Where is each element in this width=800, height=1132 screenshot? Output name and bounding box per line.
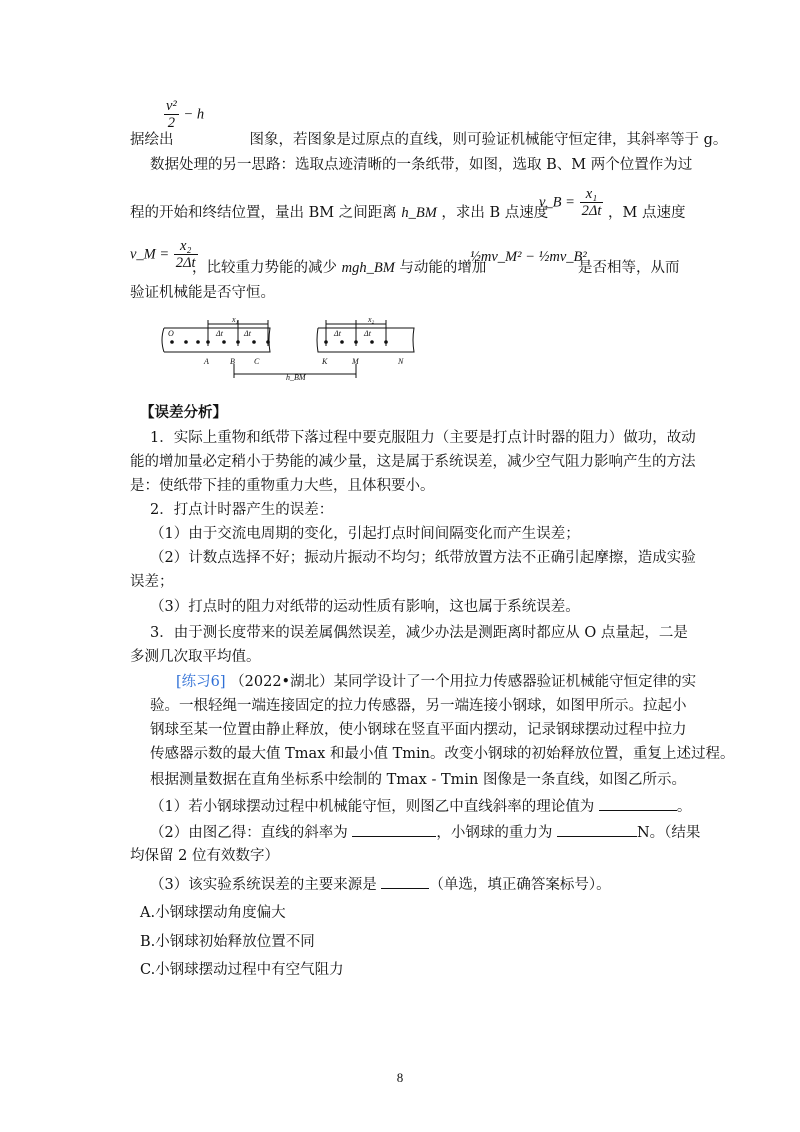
para2-line2-a: 程的开始和终结位置，量出 BM 之间距离 <box>130 205 397 221</box>
vm-lhs: v_M = <box>130 246 170 263</box>
para2-line3-b: 与动能的增加 <box>399 260 487 276</box>
q1-text: （1）若小钢球摆动过程中机械能守恒，则图乙中直线斜率的理论值为 <box>150 799 595 815</box>
label-A: A <box>204 357 209 366</box>
label-B: B <box>230 357 235 366</box>
para1-text: 图象，若图象是过原点的直线，则可验证机械能守恒定律，其斜率等于 g。 <box>249 132 728 148</box>
q3-answer-blank[interactable] <box>381 874 429 889</box>
tape-dot <box>222 340 226 344</box>
q2-text-c: N。（结果 <box>636 825 701 841</box>
ea-p1-line2: 能的增加量必定稍小于势能的减少量，这是属于系统误差，减少空气阻力影响产生的方法 <box>130 454 696 470</box>
label-M: M <box>352 357 359 366</box>
fraction-v2-over-2 <box>130 98 204 131</box>
para1-line <box>130 130 727 150</box>
minus-h: − h <box>183 106 205 123</box>
tape-dot <box>184 340 188 344</box>
q3-text-b: （单选，填正确答案标号）。 <box>429 877 611 893</box>
ea-p2-1: （1）由于交流电周期的变化，引起打点时间间隔变化而产生误差； <box>150 526 580 542</box>
option-A: A.小钢球摆动角度偏大 <box>140 905 286 921</box>
ea-p2: 2．打点计时器产生的误差： <box>150 502 334 518</box>
option-C: C.小钢球摆动过程中有空气阻力 <box>140 962 344 978</box>
label-C: C <box>254 357 260 366</box>
question-2 <box>150 822 700 843</box>
para1-prefix: 据绘出 <box>130 132 174 148</box>
label-dt-2: Δt <box>244 329 251 338</box>
tape-dot <box>252 340 256 344</box>
label-hbm: h_BM <box>286 373 306 382</box>
exercise-l1: （2022•湖北）某同学设计了一个用拉力传感器验证机械能守恒定律的实 <box>230 674 697 690</box>
label-O: O <box>168 329 174 338</box>
tape-dot <box>170 340 174 344</box>
ea-p1-line1: 1．实际上重物和纸带下落过程中要克服阻力（主要是打点计时器的阻力）做功，故动 <box>150 430 696 446</box>
q3-text-a: （3）该实验系统误差的主要来源是 <box>150 877 377 893</box>
vb-numerator: x₁ <box>580 186 604 203</box>
tape-dot <box>266 340 270 344</box>
question-3 <box>150 874 611 895</box>
ea-p3-line2: 多测几次取平均值。 <box>130 649 261 665</box>
option-B: B.小钢球初始释放位置不同 <box>140 934 315 950</box>
ea-p2-3: （3）打点时的阻力对纸带的运动性质有影响，这也属于系统误差。 <box>150 599 580 615</box>
tape-dot <box>206 340 210 344</box>
para2-line3 <box>192 258 486 278</box>
ea-p2-2-line1: （2）计数点选择不好；振动片振动不均匀；纸带放置方法不正确引起摩擦，造成实验 <box>150 550 696 566</box>
label-x2: x₂ <box>368 315 375 324</box>
vb-formula <box>539 186 603 219</box>
tape-dot <box>196 340 200 344</box>
error-analysis-heading: 【误差分析】 <box>140 404 227 421</box>
frac-denominator: 2 <box>167 115 176 131</box>
label-x1: x₁ <box>232 315 239 324</box>
exercise-line5: 根据测量数据在直角坐标系中绘制的 Tmax - Tmin 图像是一条直线，如图乙所示。 <box>150 772 686 788</box>
q2-gravity-blank[interactable] <box>557 822 637 837</box>
label-K: K <box>322 357 328 366</box>
tape-dot <box>354 340 358 344</box>
para2-line3-a: ，比较重力势能的减少 <box>192 260 337 276</box>
mgh-symbol: mgh_BM <box>341 260 395 276</box>
para2-line4: 验证机械能是否守恒。 <box>130 285 275 301</box>
label-dt-4: Δt <box>364 329 371 338</box>
exercise-line1 <box>176 672 696 692</box>
question-2-line2: 均保留 2 位有效数字） <box>130 848 279 864</box>
para2-line2-b: ，求出 B 点速度 <box>441 205 549 221</box>
para2-line1: 数据处理的另一思路：选取点迹清晰的一条纸带，如图，选取 B、M 两个位置作为过 <box>150 157 693 173</box>
label-N: N <box>398 357 404 366</box>
vb-lhs: v_B = <box>539 194 575 211</box>
page-number: 8 <box>396 1070 404 1085</box>
frac-numerator: v² <box>166 98 177 114</box>
label-dt-1: Δt <box>216 329 223 338</box>
ea-p2-2-line2: 误差； <box>130 574 174 590</box>
q1-answer-blank[interactable] <box>599 796 677 811</box>
tape-dot <box>384 340 388 344</box>
question-1 <box>150 796 691 817</box>
label-dt-3: Δt <box>334 329 341 338</box>
vm-numerator: x₂ <box>174 238 198 255</box>
vm-denominator: 2Δt <box>175 255 196 271</box>
tape-dot <box>324 340 328 344</box>
vm-formula <box>130 238 198 271</box>
q2-text-a: （2）由图乙得：直线的斜率为 <box>150 825 348 841</box>
tape-dot <box>236 340 240 344</box>
paper-tape-diagram <box>158 312 430 384</box>
q2-text-b: ，小钢球的重力为 <box>436 825 553 841</box>
para2-line2 <box>130 203 548 223</box>
q1-end: 。 <box>676 799 692 815</box>
ea-p3-line1: 3．由于测长度带来的误差属偶然误差，减少办法是测距离时都应从 O 点量起，二是 <box>150 625 688 641</box>
exercise-tag: [练习6] <box>176 674 226 690</box>
q2-slope-blank[interactable] <box>352 822 436 837</box>
exercise-line4: 传感器示数的最大值 Tmax 和最小值 Tmin。改变小钢球的初始释放位置，重复上述过程。 <box>150 746 735 762</box>
para2-line3-c: 是否相等，从而 <box>578 260 680 276</box>
exercise-line2: 验。一根轻绳一端连接固定的拉力传感器，另一端连接小钢球，如图甲所示。拉起小 <box>150 698 687 714</box>
h-bm-symbol: h_BM <box>401 205 437 221</box>
exercise-line3: 钢球至某一位置由静止释放，使小钢球在竖直平面内摆动，记录钢球摆动过程中拉力 <box>150 722 687 738</box>
para2-line2-c: ，M 点速度 <box>608 205 686 221</box>
vb-denominator: 2Δt <box>581 203 602 219</box>
tape-dot <box>370 340 374 344</box>
kinetic-energy-expression: ½mv_M² − ½mv_B² <box>470 249 587 265</box>
tape-dot <box>340 340 344 344</box>
ea-p1-line3: 是：使纸带下挂的重物重力大些，且体积要小。 <box>130 478 435 494</box>
